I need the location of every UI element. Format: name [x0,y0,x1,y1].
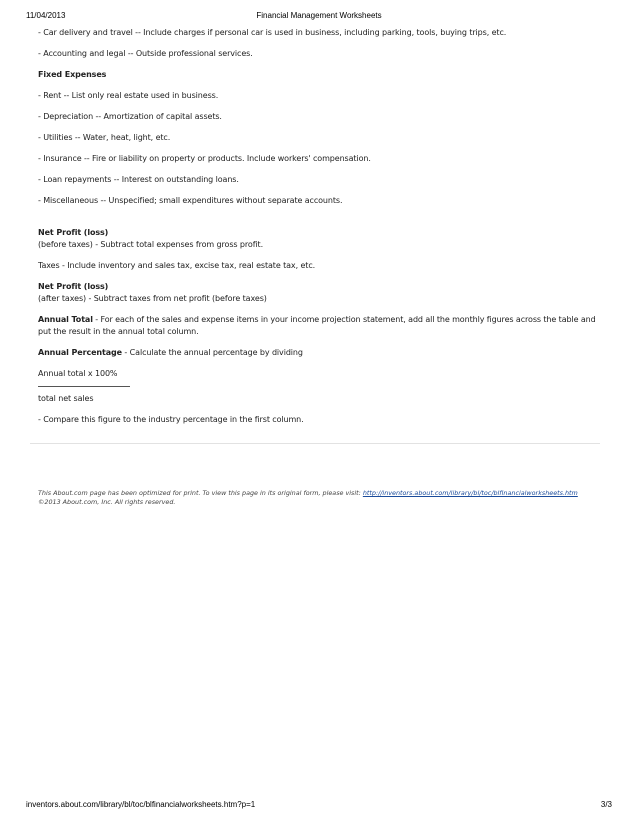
annual-percentage-text: - Calculate the annual percentage by dividing [121,348,303,357]
print-date: 11/04/2013 [26,11,66,20]
print-note-line [38,489,598,498]
print-title: Financial Management Worksheets [256,11,382,20]
article-body [38,27,606,426]
copyright-text: ©2013 About.com, Inc. All rights reserved. [38,498,176,506]
print-header [0,6,638,20]
annual-percentage-paragraph [38,347,606,359]
page-url: inventors.about.com/library/bl/toc/blfinancialworksheets.htm?p=1 [26,800,256,809]
line-taxes: Taxes - Include inventory and sales tax, excise tax, real estate tax, etc. [38,261,316,270]
annual-total-paragraph [38,314,606,338]
formula-denominator: total net sales [38,394,94,403]
net-profit-before-heading: Net Profit (loss) [38,228,109,237]
line-depreciation: - Depreciation -- Amortization of capital assets. [38,112,222,121]
annual-total-text: - For each of the sales and expense items in your income projection statement, add all the monthly figures across the table and put the result in the annual total column. [38,315,596,336]
formula-divider [38,381,130,387]
annual-total-heading: Annual Total [38,315,93,324]
line-car-delivery: - Car delivery and travel -- Include charges if personal car is used in business, including parking, tools, buying trips, etc. [38,28,507,37]
net-profit-after-heading: Net Profit (loss) [38,282,109,291]
formula-numerator: Annual total x 100% [38,369,118,378]
print-note-text: This About.com page has been optimized for print. To view this page in its original form, please visit: [38,489,363,497]
annual-percentage-heading: Annual Percentage [38,348,122,357]
page-number: 3/3 [600,800,612,809]
line-rent: - Rent -- List only real estate used in business. [38,91,219,100]
net-profit-before-text: (before taxes) - Subtract total expenses from gross profit. [38,240,264,249]
line-insurance: - Insurance -- Fire or liability on property or products. Include workers' compensation. [38,154,371,163]
print-note [38,489,598,507]
line-utilities: - Utilities -- Water, heat, light, etc. [38,133,171,142]
original-page-link[interactable]: http://inventors.about.com/library/bl/toc/blfinancialworksheets.htm [362,489,578,497]
line-loan: - Loan repayments -- Interest on outstanding loans. [38,175,239,184]
divider [30,443,600,444]
net-profit-after-text: (after taxes) - Subtract taxes from net profit (before taxes) [38,294,267,303]
line-accounting: - Accounting and legal -- Outside professional services. [38,49,253,58]
line-misc: - Miscellaneous -- Unspecified; small expenditures without separate accounts. [38,196,343,205]
fixed-expenses-heading: Fixed Expenses [38,70,107,79]
line-compare: - Compare this figure to the industry percentage in the first column. [38,415,304,424]
